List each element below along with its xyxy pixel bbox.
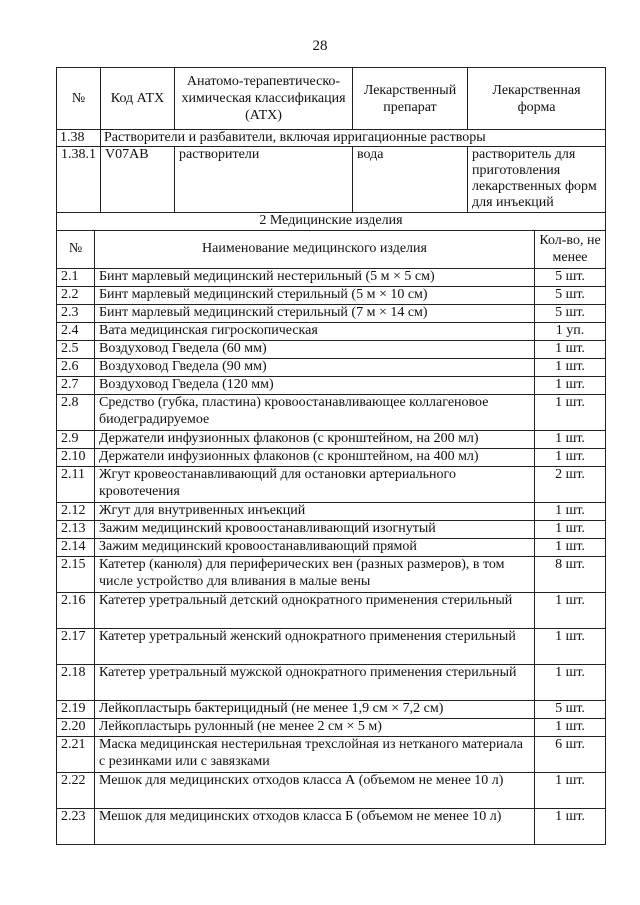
row-qty: 1 шт. [535, 449, 606, 467]
row-qty: 2 шт. [535, 467, 606, 503]
table-row [57, 773, 606, 809]
row-qty: 1 шт. [535, 809, 606, 845]
row-name: Жгут кровеостанавливающий для остановки артериального кровотечения [95, 467, 535, 503]
table-row [57, 377, 606, 395]
row-qty: 1 шт. [535, 431, 606, 449]
row-qty: 5 шт. [535, 701, 606, 719]
row-name: Маска медицинская нестерильная трехслойная из нетканого материала с резинками или с завязками [95, 737, 535, 773]
table-row [57, 341, 606, 359]
row-name: Бинт марлевый медицинский стерильный (5 м × 10 см) [95, 287, 535, 305]
row-name: Воздуховод Гведела (90 мм) [95, 359, 535, 377]
table-row [57, 665, 606, 701]
row-num: 2.7 [57, 377, 95, 395]
row-name: Воздуховод Гведела (120 мм) [95, 377, 535, 395]
section-num: 1.38 [57, 130, 101, 147]
row-num: 2.14 [57, 539, 95, 557]
row-name: Зажим медицинский кровоостанавливающий прямой [95, 539, 535, 557]
table-row [57, 503, 606, 521]
header-dosage-form: Лекарственная форма [468, 68, 606, 130]
row-name: Вата медицинская гигроскопическая [95, 323, 535, 341]
devices-section-title: 2 Медицинские изделия [57, 213, 606, 231]
table-row [57, 737, 606, 773]
row-qty: 1 шт. [535, 629, 606, 665]
row-name: Мешок для медицинских отходов класса Б (объемом не менее 10 л) [95, 809, 535, 845]
row-qty: 1 шт. [535, 773, 606, 809]
page-number: 28 [312, 38, 328, 54]
header-drug: Лекарственный препарат [353, 68, 468, 130]
row-qty: 5 шт. [535, 269, 606, 287]
drug-row [57, 147, 606, 213]
row-num: 2.4 [57, 323, 95, 341]
table-row [57, 809, 606, 845]
row-qty: 1 уп. [535, 323, 606, 341]
row-num: 2.6 [57, 359, 95, 377]
row-num: 2.16 [57, 593, 95, 629]
drug-row-atc: растворители [175, 147, 353, 213]
row-num: 2.12 [57, 503, 95, 521]
table-row [57, 395, 606, 431]
row-num: 2.13 [57, 521, 95, 539]
row-num: 2.23 [57, 809, 95, 845]
row-num: 2.3 [57, 305, 95, 323]
table-row [57, 557, 606, 593]
table-row [57, 593, 606, 629]
row-qty: 1 шт. [535, 395, 606, 431]
table-row [57, 467, 606, 503]
row-num: 2.22 [57, 773, 95, 809]
row-num: 2.17 [57, 629, 95, 665]
table-row [57, 629, 606, 665]
row-num: 2.21 [57, 737, 95, 773]
table-row [57, 719, 606, 737]
row-qty: 1 шт. [535, 593, 606, 629]
row-name: Жгут для внутривенных инъекций [95, 503, 535, 521]
row-name: Держатели инфузионных флаконов (с кронштейном, на 200 мл) [95, 431, 535, 449]
row-num: 2.1 [57, 269, 95, 287]
row-name: Лейкопластырь рулонный (не менее 2 см × 5 м) [95, 719, 535, 737]
medical-devices-table [56, 212, 606, 845]
table-row [57, 449, 606, 467]
row-qty: 6 шт. [535, 737, 606, 773]
drug-row-code: V07AB [101, 147, 175, 213]
table-row [57, 359, 606, 377]
drug-row-drug: вода [353, 147, 468, 213]
row-qty: 1 шт. [535, 665, 606, 701]
row-name: Катетер уретральный детский однократного применения стерильный [95, 593, 535, 629]
header-atc-classification: Анатомо-терапевтическо-химическая классификация (АТХ) [175, 68, 353, 130]
devices-header-qty: Кол-во, не менее [535, 231, 606, 269]
row-name: Бинт марлевый медицинский нестерильный (5 м × 5 см) [95, 269, 535, 287]
row-qty: 1 шт. [535, 359, 606, 377]
row-qty: 1 шт. [535, 503, 606, 521]
drug-row-form: растворитель для приготовления лекарственных форм для инъекций [468, 147, 606, 213]
table-row [57, 539, 606, 557]
header-num: № [57, 68, 101, 130]
row-name: Лейкопластырь бактерицидный (не менее 1,9 см × 7,2 см) [95, 701, 535, 719]
row-name: Воздуховод Гведела (60 мм) [95, 341, 535, 359]
row-name: Катетер уретральный мужской однократного применения стерильный [95, 665, 535, 701]
devices-header-num: № [57, 231, 95, 269]
row-name: Катетер (канюля) для периферических вен (разных размеров), в том числе устройство для вливания в малые вены [95, 557, 535, 593]
row-name: Держатели инфузионных флаконов (с кронштейном, на 400 мл) [95, 449, 535, 467]
devices-body [57, 269, 606, 845]
row-num: 2.8 [57, 395, 95, 431]
row-qty: 1 шт. [535, 719, 606, 737]
section-title: Растворители и разбавители, включая ирригационные растворы [101, 130, 606, 147]
table-row [57, 701, 606, 719]
drug-row-num: 1.38.1 [57, 147, 101, 213]
row-qty: 1 шт. [535, 341, 606, 359]
table-row [57, 287, 606, 305]
row-name: Бинт марлевый медицинский стерильный (7 м × 14 см) [95, 305, 535, 323]
drug-table [56, 67, 606, 213]
row-num: 2.11 [57, 467, 95, 503]
devices-header-row [57, 231, 606, 269]
table-row [57, 323, 606, 341]
table-row [57, 305, 606, 323]
row-name: Катетер уретральный женский однократного применения стерильный [95, 629, 535, 665]
devices-header-name: Наименование медицинского изделия [95, 231, 535, 269]
row-qty: 1 шт. [535, 539, 606, 557]
table-row [57, 269, 606, 287]
table-row [57, 431, 606, 449]
devices-section-title-row [57, 213, 606, 231]
row-qty: 1 шт. [535, 377, 606, 395]
section-row [57, 130, 606, 147]
row-name: Средство (губка, пластина) кровоостанавливающее коллагеновое биодеградируемое [95, 395, 535, 431]
row-name: Мешок для медицинских отходов класса А (объемом не менее 10 л) [95, 773, 535, 809]
row-num: 2.15 [57, 557, 95, 593]
row-num: 2.20 [57, 719, 95, 737]
row-qty: 8 шт. [535, 557, 606, 593]
row-num: 2.2 [57, 287, 95, 305]
row-num: 2.10 [57, 449, 95, 467]
drug-table-header-row [57, 68, 606, 130]
row-qty: 5 шт. [535, 305, 606, 323]
row-qty: 1 шт. [535, 521, 606, 539]
row-num: 2.9 [57, 431, 95, 449]
row-num: 2.18 [57, 665, 95, 701]
row-num: 2.19 [57, 701, 95, 719]
row-num: 2.5 [57, 341, 95, 359]
row-name: Зажим медицинский кровоостанавливающий изогнутый [95, 521, 535, 539]
row-qty: 5 шт. [535, 287, 606, 305]
header-atc-code: Код АТХ [101, 68, 175, 130]
table-row [57, 521, 606, 539]
